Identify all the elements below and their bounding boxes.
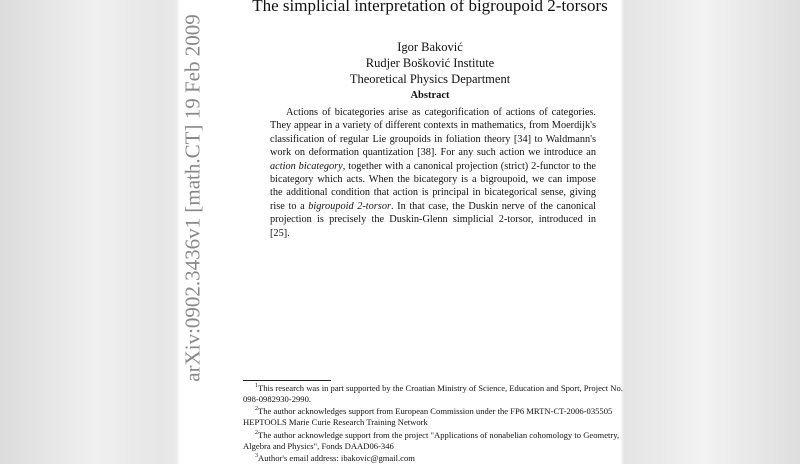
author-institute: Rudjer Bošković Institute — [365, 56, 495, 70]
abstract-heading: Abstract — [410, 90, 450, 101]
footnote-mark: 2 — [255, 429, 258, 436]
footnote — [243, 381, 623, 404]
abstract-text — [270, 106, 596, 240]
author-name: Igor Baković — [397, 40, 463, 54]
arxiv-stamp: arXiv:0902.3436v1 [math.CT] 19 Feb 2009 — [180, 14, 205, 382]
author-department: Theoretical Physics Department — [349, 72, 511, 86]
footnote-mark: 1 — [255, 383, 258, 389]
footnotes — [243, 381, 623, 464]
abstract-part: . In that case, the Duskin nerve of the canonical projection is precisely the Duskin-Glenn simplicial 2-torsor, introduced in [25]. — [270, 200, 597, 239]
footnote-text: Author's email address: ibakovic@gmail.com — [258, 453, 415, 464]
abstract-part: Actions of bicategories arise as categorification of actions of categories. They appear in a variety of different contexts in mathematics, from Moerdijk's classification of regular Lie groupoids in foliation theory [34] to Waldmann's work on deformation quantization [38]. For any such action we introduce an — [270, 107, 596, 159]
abstract-part: , together with a canonical projection (strict) 2-functor to the bicategory which acts. When the bicategory is a bigroupoid, we can impose the additional condition that action is principal in bicategorical sense, giving rise to a — [270, 160, 596, 212]
abstract-emphasis: bigroupoid 2-torsor — [308, 200, 391, 212]
footnote-mark: 2 — [255, 406, 258, 413]
paper-title: The simplicial interpretation of bigroupoid 2-torsors — [252, 0, 608, 15]
footnote — [243, 428, 623, 451]
abstract-emphasis: action bicategory — [270, 160, 343, 172]
footnote — [243, 404, 623, 427]
footnote-text: The author acknowledges support from European Commission under the FP6 MRTN-CT-2006-035505 HEPTOOLS Marie Curie Research Training Network — [243, 406, 613, 428]
footnote-mark: 3 — [255, 453, 258, 460]
footnote-text: This research was in part supported by the Croatian Ministry of Science, Education and Sport, Project No. 098-0982930-2990. — [243, 382, 623, 404]
footnote — [243, 451, 623, 464]
footnote-text: The author acknowledge support from the project "Applications of nonabelian cohomology to Geometry, Algebra and Physics", Fonds DAAD06-346 — [243, 429, 620, 451]
